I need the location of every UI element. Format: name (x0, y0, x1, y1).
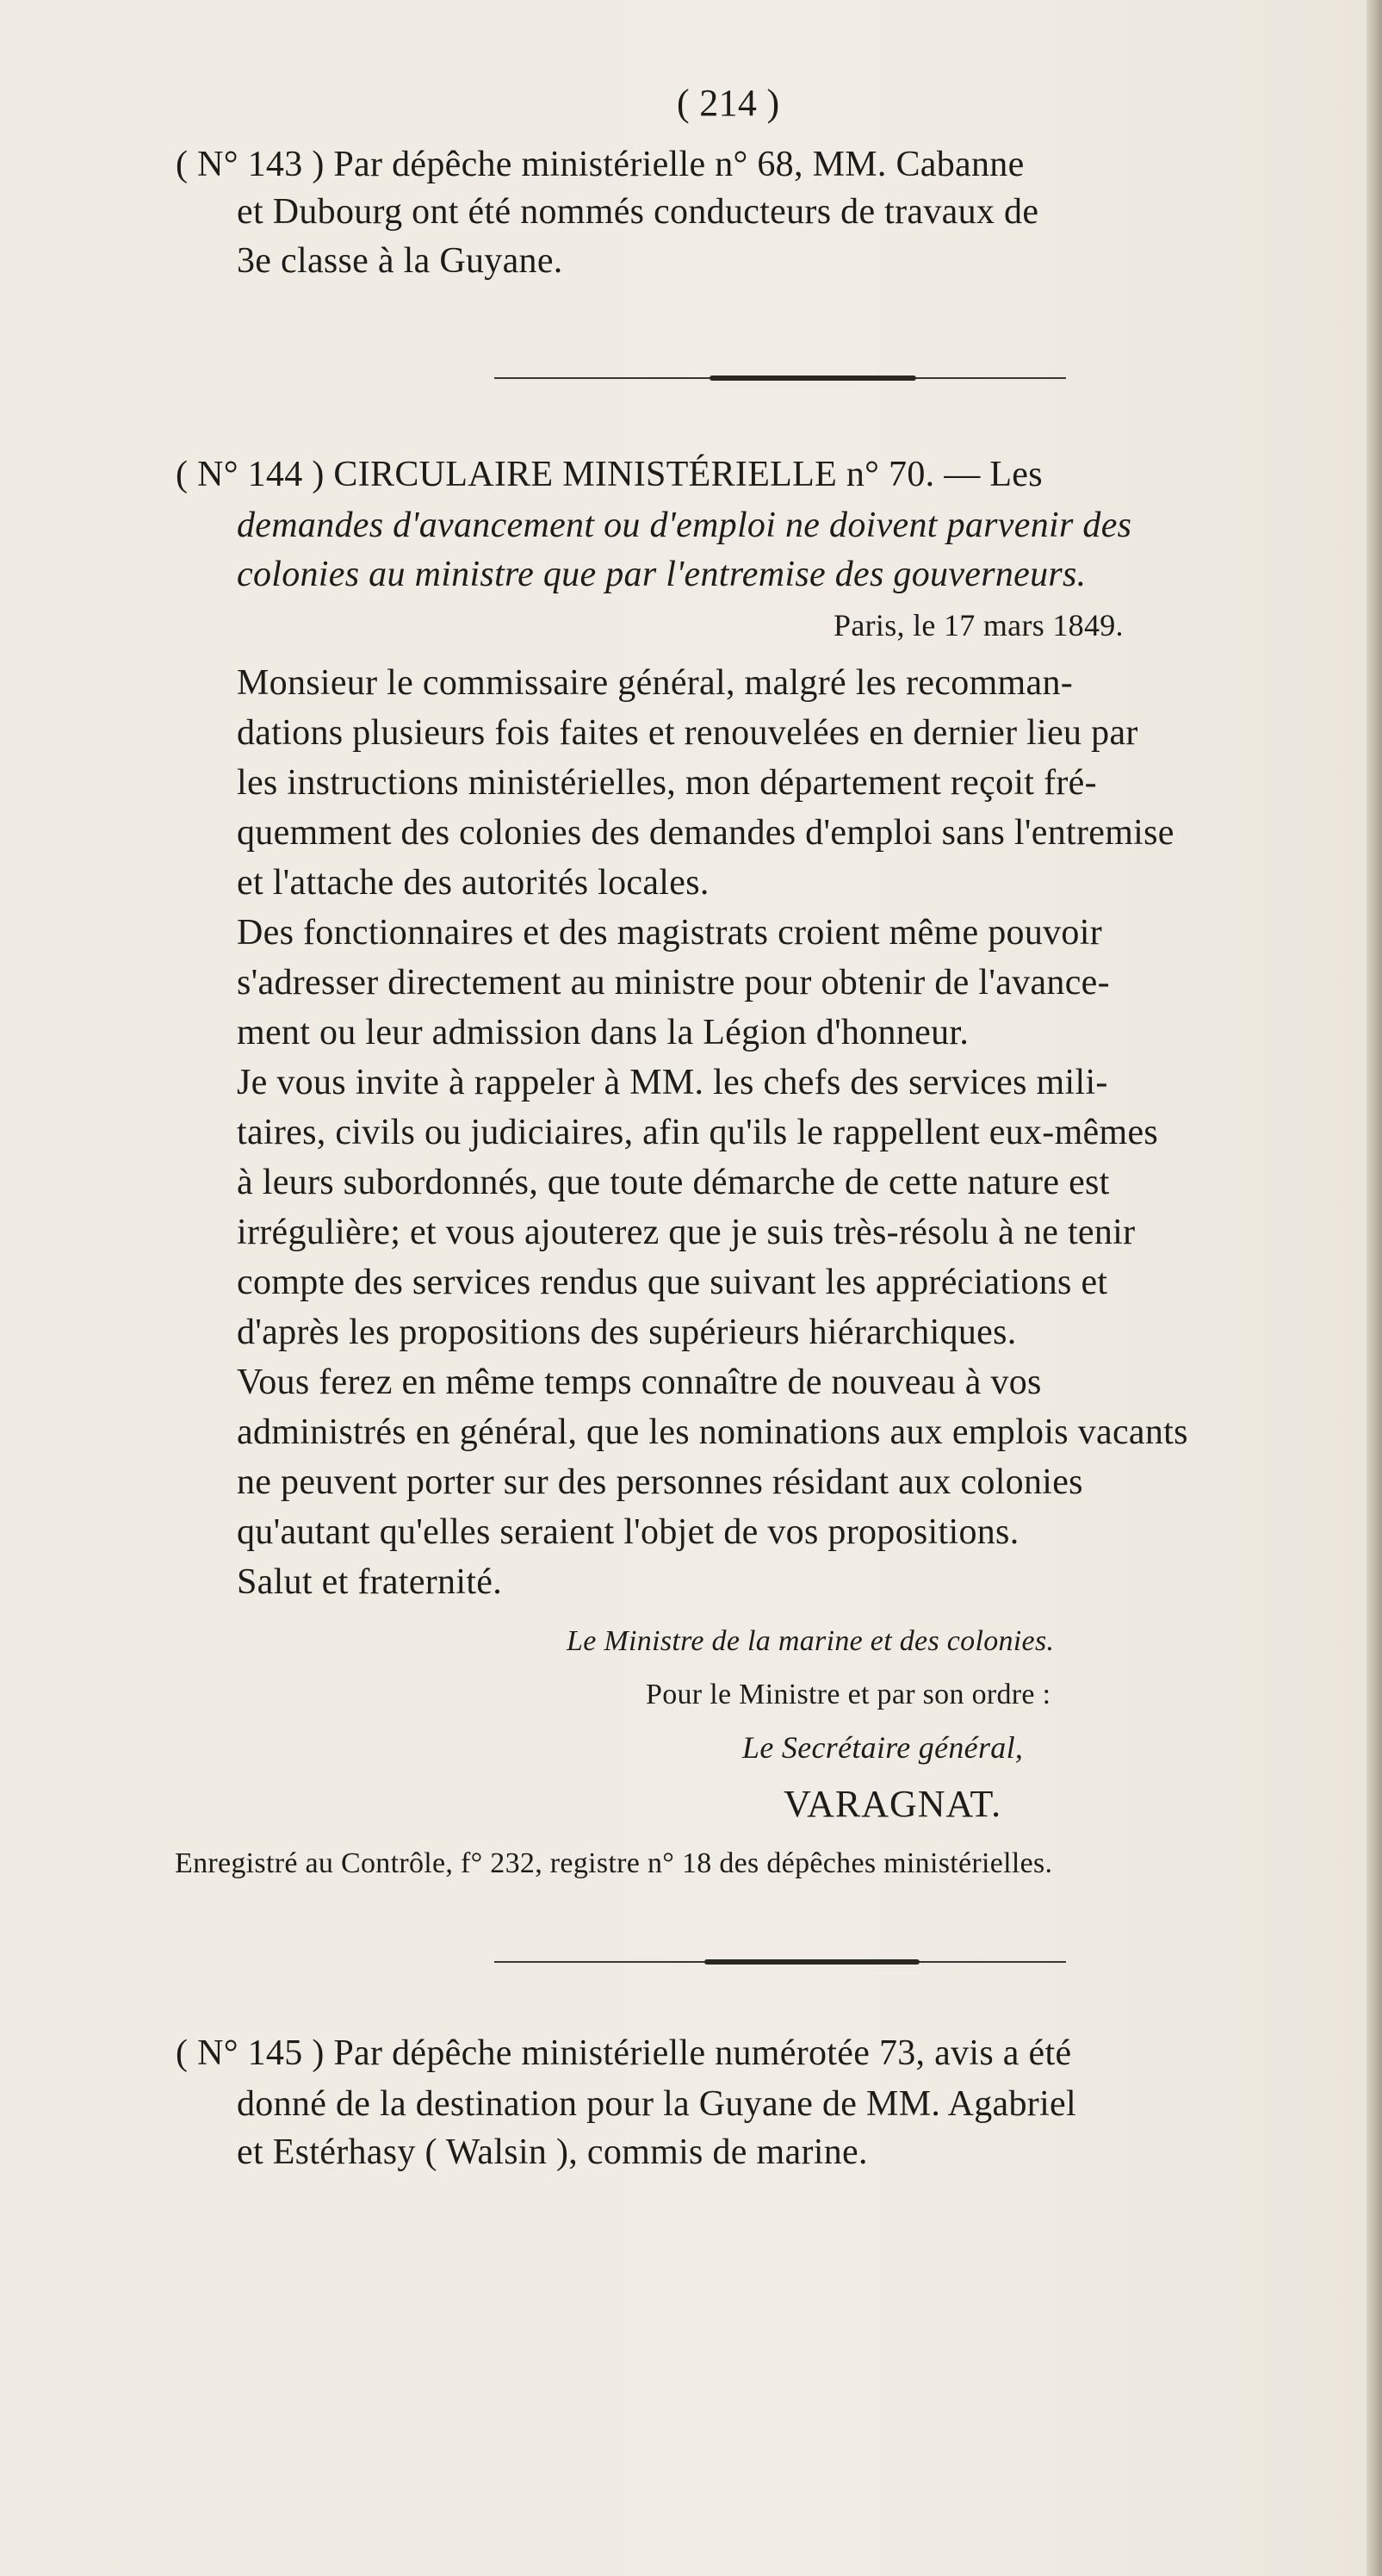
body-line-13: compte des services rendus que suivant les appréciations et (237, 1263, 1108, 1302)
body-line-2: dations plusieurs fois faites et renouvelées en dernier lieu par (237, 713, 1138, 753)
entry-143-line-3: 3e classe à la Guyane. (237, 241, 563, 281)
body-line-5: et l'attache des autorités locales. (237, 863, 710, 903)
body-line-16: administrés en général, que les nominations aux emplois vacants (237, 1412, 1188, 1452)
body-line-8: ment ou leur admission dans la Légion d'honneur. (237, 1013, 970, 1052)
body-line-12: irrégulière; et vous ajouterez que je suis très-résolu à ne tenir (237, 1213, 1136, 1252)
signature-minister: Le Ministre de la marine et des colonies. (567, 1625, 1055, 1657)
entry-144-heading-line-3: colonies au ministre que par l'entremise des gouverneurs. (237, 555, 1087, 594)
dateline: Paris, le 17 mars 1849. (834, 608, 1124, 642)
body-line-6: Des fonctionnaires et des magistrats croient même pouvoir (237, 913, 1102, 953)
page-edge (1367, 0, 1382, 2576)
separator-rule-1 (494, 377, 1066, 379)
entry-145-line-1: ( N° 145 ) Par dépêche ministérielle numérotée 73, avis a été (176, 2033, 1072, 2073)
body-line-15: Vous ferez en même temps connaître de nouveau à vos (237, 1362, 1042, 1402)
entry-145-line-3: et Estérhasy ( Walsin ), commis de marine. (237, 2132, 868, 2172)
separator-rule-2 (494, 1961, 1066, 1963)
body-line-4: quemment des colonies des demandes d'emploi sans l'entremise (237, 813, 1174, 853)
body-line-14: d'après les propositions des supérieurs hiérarchiques. (237, 1313, 1017, 1352)
body-line-7: s'adresser directement au ministre pour obtenir de l'avance- (237, 963, 1110, 1002)
signature-name: VARAGNAT. (784, 1783, 1002, 1825)
body-line-9: Je vous invite à rappeler à MM. les chefs des services mili- (237, 1063, 1108, 1102)
entry-144-heading-line-1: ( N° 144 ) CIRCULAIRE MINISTÉRIELLE n° 70. — Les (176, 455, 1043, 494)
signature-secretary-title: Le Secrétaire général, (742, 1730, 1024, 1765)
page-number: ( 214 ) (677, 82, 780, 124)
signature-order: Pour le Ministre et par son ordre : (646, 1679, 1051, 1710)
body-line-11: à leurs subordonnés, que toute démarche de cette nature est (237, 1163, 1110, 1202)
entry-143-line-2: et Dubourg ont été nommés conducteurs de travaux de (237, 192, 1039, 232)
entry-144-heading-line-2: demandes d'avancement ou d'emploi ne doivent parvenir des (237, 506, 1132, 545)
entry-145-line-2: donné de la destination pour la Guyane de MM. Agabriel (237, 2084, 1076, 2124)
entry-143-line-1: ( N° 143 ) Par dépêche ministérielle n° 68, MM. Cabanne (176, 145, 1025, 184)
body-line-17: ne peuvent porter sur des personnes résidant aux colonies (237, 1462, 1083, 1502)
body-line-1: Monsieur le commissaire général, malgré les recomman- (237, 663, 1074, 703)
body-line-19: Salut et fraternité. (237, 1562, 503, 1602)
body-line-18: qu'autant qu'elles seraient l'objet de vos propositions. (237, 1512, 1019, 1552)
body-line-3: les instructions ministérielles, mon département reçoit fré- (237, 763, 1097, 803)
registration-note: Enregistré au Contrôle, f° 232, registre n° 18 des dépêches ministérielles. (175, 1847, 1053, 1879)
body-line-10: taires, civils ou judiciaires, afin qu'ils le rappellent eux-mêmes (237, 1113, 1159, 1152)
